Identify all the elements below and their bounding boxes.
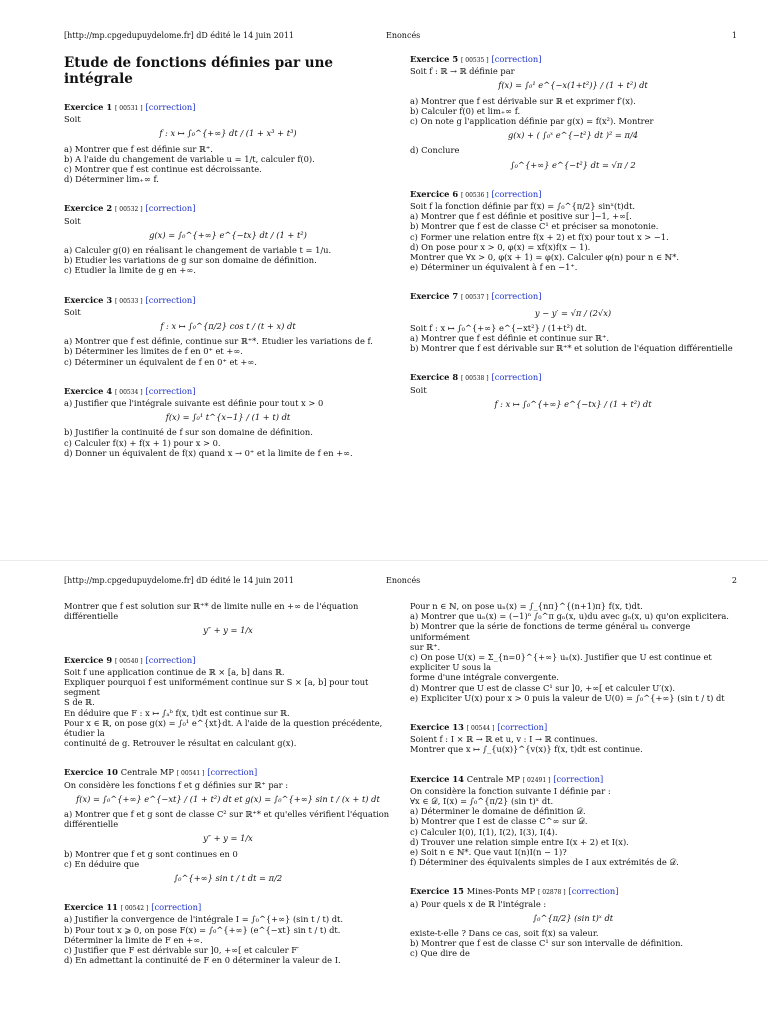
- question-line: différentielle: [64, 819, 119, 830]
- correction-link[interactable]: [correction]: [145, 294, 196, 305]
- question-line: b) Montrer que f est de classe C¹ et préciser sa monotonie.: [410, 221, 659, 232]
- display-equation: f : x ↦ ∫₀^{+∞} dt / (1 + x³ + t³): [159, 128, 297, 139]
- exercise-text: Soit f : ℝ → ℝ définie par: [410, 66, 515, 77]
- question-line: ∀x ∈ 𝒟, I(x) = ∫₀^{π/2} (sin t)ˣ dt.: [410, 796, 554, 807]
- exercise: [410, 372, 736, 409]
- question-line: Soit f une application continue de ℝ × [a, b] dans ℝ.: [64, 666, 285, 677]
- correction-link[interactable]: [correction]: [145, 385, 196, 396]
- left-column: [64, 601, 392, 984]
- header-page-number: 1: [731, 31, 737, 40]
- exercise-number: Exercice 14: [410, 773, 464, 784]
- question-line: e) Déterminer un équivalent à f en −1⁺.: [410, 262, 578, 273]
- question-line: Soit f la fonction définie par f(x) = ∫₀^{π/2} sinˣ(t)dt.: [410, 201, 636, 212]
- question-line: sur ℝ⁺.: [410, 641, 441, 652]
- exercise-heading: [64, 203, 392, 215]
- exercise-ref: [ 00544 ]: [466, 725, 495, 733]
- exercise-number: Exercice 13: [410, 722, 464, 733]
- correction-link[interactable]: [correction]: [491, 291, 542, 302]
- display-equation: g(x) + ( ∫₀ˣ e^{−t²} dt )² = π/4: [507, 130, 639, 141]
- exercise-heading: [410, 189, 736, 201]
- question-line: b) Justifier la continuité de f sur son domaine de définition.: [64, 427, 313, 438]
- correction-link[interactable]: [correction]: [491, 54, 542, 64]
- header-section: Enoncés: [386, 576, 421, 585]
- exercise-number: Exercice 1: [64, 102, 113, 112]
- exercise-text: On considère les fonctions f et g définies sur ℝ⁺ par :: [64, 779, 289, 790]
- exercise-text: Montrer que f est solution sur ℝ⁺* de limite nulle en +∞ de l'équation: [64, 601, 359, 611]
- exercise-number: Exercice 8: [410, 372, 459, 383]
- right-column: [410, 54, 736, 428]
- exercise-heading: [64, 655, 392, 667]
- display-equation: f : x ↦ ∫₀^{+∞} e^{−tx} / (1 + t²) dt: [494, 398, 652, 409]
- exercise-heading: [410, 54, 736, 66]
- question-line: b) Etudier les variations de g sur son domaine de définition.: [64, 255, 317, 266]
- exercise-heading: [410, 722, 736, 734]
- question-line: c) Que dire de: [410, 948, 470, 959]
- exercise-ref: [ 02491 ]: [522, 776, 551, 784]
- exercise: [64, 601, 392, 636]
- exercise-source: Centrale MP: [466, 773, 520, 784]
- question-line: b) Calculer f(0) et lim₊∞ f.: [410, 105, 521, 116]
- display-equation: ∫₀^{+∞} e^{−t²} dt = √π / 2: [510, 159, 636, 170]
- question-line: c) On pose U(x) = Σ_{n=0}^{+∞} uₙ(x). Justifier que U est continue et expliciter U sous la: [410, 652, 712, 673]
- exercise-ref: [ 00533 ]: [115, 297, 143, 305]
- exercise: [64, 295, 392, 367]
- display-equation: f : x ↦ ∫₀^{π/2} cos t / (t + x) dt: [160, 321, 296, 332]
- question-line: b) Déterminer les limites de f en 0⁺ et +∞.: [64, 346, 243, 357]
- question-line: d) En admettant la continuité de F en 0 déterminer la valeur de I.: [64, 955, 341, 966]
- exercise-number: Exercice 2: [64, 203, 113, 214]
- display-equation: f(x) = ∫₀¹ t^{x−1} / (1 + t) dt: [165, 412, 291, 423]
- page-2: [0, 568, 768, 1024]
- exercise-ref: [ 00537 ]: [461, 294, 489, 302]
- display-equation: ∫₀^{+∞} sin t / t dt = π/2: [173, 873, 283, 884]
- correction-link[interactable]: [correction]: [207, 767, 258, 778]
- question-line: e) Soit n ∈ ℕ*. Que vaut I(n)I(n − 1)?: [410, 847, 567, 858]
- exercise-source: Centrale MP: [120, 767, 174, 778]
- question-line: continuité de g. Retrouver le résultat en calculant g(x).: [64, 738, 297, 749]
- exercise: [410, 189, 736, 273]
- exercise-text: différentielle: [64, 611, 119, 622]
- exercise-ref: [ 00535 ]: [461, 57, 489, 64]
- question-line: forme d'une intégrale convergente.: [410, 672, 559, 683]
- question-line: En déduire que F : x ↦ ∫ₐᵇ f(x, t)dt est continue sur ℝ.: [64, 707, 290, 718]
- header-page-number: 2: [731, 576, 737, 585]
- question-line: Expliquer pourquoi f est uniformément continue sur S × [a, b] pour tout segment: [64, 677, 369, 698]
- display-equation: f(x) = ∫₀¹ e^{−x(1+t²)} / (1 + t²) dt: [498, 80, 648, 91]
- exercise-ref: [ 02878 ]: [538, 889, 566, 897]
- question-line: Pour n ∈ ℕ, on pose uₙ(x) = ∫_{nπ}^{(n+1)π} f(x, t)dt.: [410, 601, 643, 611]
- exercise: [64, 767, 392, 883]
- question-line: a) Montrer que f est dérivable sur ℝ et exprimer f′(x).: [410, 95, 636, 106]
- correction-link[interactable]: [correction]: [568, 886, 619, 897]
- exercise-text: Soit: [64, 215, 81, 226]
- question-line: d) On pose pour x > 0, φ(x) = xf(x)f(x − 1).: [410, 241, 591, 252]
- exercise-number: Exercice 5: [410, 54, 459, 64]
- question-line: Soient f : I × ℝ → ℝ et u, v : I → ℝ continues.: [410, 734, 598, 745]
- exercise-ref: [ 00542 ]: [120, 905, 149, 913]
- question-line: c) En déduire que: [64, 858, 140, 869]
- question-line: b) Montrer que f et g sont continues en 0: [64, 848, 238, 859]
- exercise-heading: [410, 291, 736, 303]
- exercise-number: Exercice 9: [64, 654, 113, 665]
- question-line: Soit f : x ↦ ∫₀^{+∞} e^{−xt²} / (1+t²) dt.: [410, 322, 588, 333]
- display-equation: ∫₀^{π/2} (sin t)ˣ dt: [532, 912, 614, 923]
- question-line: existe-t-elle ? Dans ce cas, soit f(x) sa valeur.: [410, 928, 599, 939]
- question-line: b) Montrer que I est de classe C^∞ sur 𝒟.: [410, 816, 588, 827]
- question-line: Pour x ∈ ℝ, on pose g(x) = ∫₀¹ e^{xt}dt. A l'aide de la question précédente, étudier la: [64, 717, 383, 739]
- exercise-heading: [64, 102, 392, 114]
- exercise: [64, 203, 392, 275]
- exercise: [410, 291, 736, 353]
- exercise-ref: [ 00538 ]: [461, 375, 489, 383]
- exercise-number: Exercice 4: [64, 385, 113, 396]
- display-equation: g(x) = ∫₀^{+∞} e^{−tx} dt / (1 + t²): [149, 229, 307, 240]
- correction-link[interactable]: [correction]: [145, 654, 196, 665]
- exercise-ref: [ 00536 ]: [461, 191, 489, 199]
- exercise-ref: [ 00541 ]: [176, 770, 205, 778]
- exercise: [410, 774, 736, 868]
- correction-link[interactable]: [correction]: [553, 773, 604, 784]
- exercise-ref: [ 00540 ]: [115, 657, 143, 665]
- question-line: d) Donner un équivalent de f(x) quand x → 0⁺ et la limite de f en +∞.: [64, 447, 353, 458]
- exercise: [64, 655, 392, 749]
- question-line: c) Justifier que F est dérivable sur ]0, +∞[ et calculer F′: [64, 945, 299, 956]
- exercise-text: Soit: [64, 114, 81, 125]
- exercise-text: a) Pour quels x de ℝ l'intégrale :: [410, 898, 547, 909]
- exercise-number: Exercice 15: [410, 886, 464, 897]
- exercise-number: Exercice 6: [410, 188, 459, 199]
- exercise-source: Mines-Ponts MP: [466, 886, 536, 897]
- exercise-ref: [ 00531 ]: [115, 105, 143, 112]
- exercise-number: Exercice 10: [64, 767, 118, 778]
- question-line: Déterminer la limite de F en +∞.: [64, 934, 203, 945]
- question-line: a) Justifier la convergence de l'intégrale I = ∫₀^{+∞} (sin t / t) dt.: [64, 914, 343, 925]
- display-equation: y − y′ = √π / (2√x): [534, 307, 612, 318]
- question-line: d) Trouver une relation simple entre I(x + 2) et I(x).: [410, 836, 629, 847]
- header-source: [http://mp.cpgedupuydelome.fr] dD édité le 14 juin 2011: [64, 576, 295, 585]
- document-title: Etude de fonctions définies par une intégrale: [64, 55, 334, 87]
- exercise: [410, 601, 736, 703]
- exercise-number: Exercice 7: [410, 291, 459, 302]
- exercise-heading: [410, 774, 736, 786]
- question-line: Montrer que ∀x > 0, φ(x + 1) = φ(x). Calculer φ(n) pour n ∈ ℕ*.: [410, 252, 680, 263]
- question-line: d) Conclure: [410, 145, 460, 156]
- exercise-ref: [ 00532 ]: [115, 206, 143, 214]
- question-line: b) A l'aide du changement de variable u = 1/t, calculer f(0).: [64, 153, 315, 164]
- display-equation: y″ + y = 1/x: [203, 833, 253, 844]
- header-source: [http://mp.cpgedupuydelome.fr] dD édité le 14 juin 2011: [64, 31, 295, 40]
- exercise-heading: [64, 386, 392, 398]
- question-line: b) Montrer que la série de fonctions de terme général uₙ converge uniformément: [410, 621, 691, 642]
- question-line: b) Montrer que f est de classe C¹ sur son intervalle de définition.: [410, 938, 684, 949]
- correction-link[interactable]: [correction]: [491, 372, 542, 383]
- exercise-number: Exercice 11: [64, 902, 118, 913]
- exercise-text: Soit: [64, 306, 81, 317]
- question-line: e) Expliciter U(x) pour x > 0 puis la valeur de U(0) = ∫₀^{+∞} (sin t / t) dt: [410, 692, 725, 703]
- exercise-heading: [64, 767, 392, 779]
- exercise-heading: [64, 902, 392, 914]
- exercise-text: Soit: [410, 384, 427, 395]
- left-column: [64, 54, 392, 477]
- question-line: b) Montrer que f est dérivable sur ℝ⁺* et solution de l'équation différentielle: [410, 343, 733, 354]
- correction-link[interactable]: [correction]: [151, 902, 202, 913]
- question-line: a) Montrer que f et g sont de classe C² sur ℝ⁺* et qu'elles vérifient l'équation: [64, 809, 390, 820]
- question-line: b) Pour tout x ⩾ 0, on pose F(x) = ∫₀^{+∞} (e^{−xt} sin t / t) dt.: [64, 924, 341, 935]
- question-line: f) Déterminer des équivalents simples de I aux extrémités de 𝒟.: [410, 857, 679, 868]
- right-column: [410, 601, 736, 978]
- question-line: d) Déterminer lim₊∞ f.: [64, 174, 159, 185]
- question-line: a) Montrer que f est définie et positive sur ]−1, +∞[.: [410, 211, 632, 222]
- display-equation: y″ + y = 1/x: [203, 625, 253, 636]
- question-line: S de ℝ.: [64, 697, 95, 708]
- correction-link[interactable]: [correction]: [145, 102, 196, 112]
- question-line: On considère la fonction suivante I définie par :: [410, 785, 611, 796]
- question-line: a) Calculer g(0) en réalisant le changement de variable t = 1/u.: [64, 245, 332, 256]
- exercise: [64, 102, 392, 184]
- question-line: a) Montrer que f est définie sur ℝ⁺.: [64, 143, 213, 154]
- question-line: a) Montrer que f est définie et continue sur ℝ⁺.: [410, 333, 610, 344]
- exercise-text: a) Justifier que l'intégrale suivante est définie pour tout x > 0: [64, 398, 324, 409]
- correction-link[interactable]: [correction]: [497, 722, 548, 733]
- exercise-number: Exercice 3: [64, 294, 113, 305]
- question-line: d) Montrer que U est de classe C¹ sur ]0, +∞[ et calculer U′(x).: [410, 682, 675, 693]
- exercise-ref: [ 00534 ]: [115, 388, 143, 396]
- exercise: [64, 386, 392, 458]
- exercise-heading: [410, 372, 736, 384]
- question-line: c) Déterminer un équivalent de f en 0⁺ et +∞.: [64, 356, 257, 367]
- header-section: Enoncés: [386, 31, 421, 40]
- correction-link[interactable]: [correction]: [491, 188, 542, 199]
- exercise: [410, 722, 736, 755]
- exercise: [64, 902, 392, 965]
- question-line: c) Montrer que f est continue est décroissante.: [64, 164, 262, 175]
- question-line: c) Former une relation entre f(x + 2) et f(x) pour tout x > −1.: [410, 231, 669, 242]
- question-line: a) Montrer que f est définie, continue sur ℝ⁺*. Etudier les variations de f.: [64, 336, 373, 347]
- question-line: a) Montrer que uₙ(x) = (−1)ⁿ ∫₀^π gₙ(x, u)du avec gₙ(x, u) qu'on explicitera.: [410, 611, 729, 622]
- question-line: a) Déterminer le domaine de définition 𝒟.: [410, 806, 586, 817]
- question-line: Montrer que x ↦ ∫_{u(x)}^{v(x)} f(x, t)dt est continue.: [410, 744, 643, 755]
- correction-link[interactable]: [correction]: [145, 203, 196, 214]
- question-line: c) Etudier la limite de g en +∞.: [64, 265, 196, 276]
- display-equation: f(x) = ∫₀^{+∞} e^{−xt} / (1 + t²) dt et g(x) = ∫₀^{+∞} sin t / (x + t) dt: [76, 793, 380, 804]
- question-line: c) Calculer I(0), I(1), I(2), I(3), I(4).: [410, 826, 558, 837]
- exercise-heading: [64, 295, 392, 307]
- question-line: c) On note g l'application définie par g(x) = f(x²). Montrer: [410, 116, 654, 127]
- exercise-heading: [410, 886, 736, 898]
- page-separator: [0, 560, 768, 561]
- exercise: [410, 54, 736, 170]
- question-line: c) Calculer f(x) + f(x + 1) pour x > 0.: [64, 437, 221, 448]
- exercise: [410, 886, 736, 958]
